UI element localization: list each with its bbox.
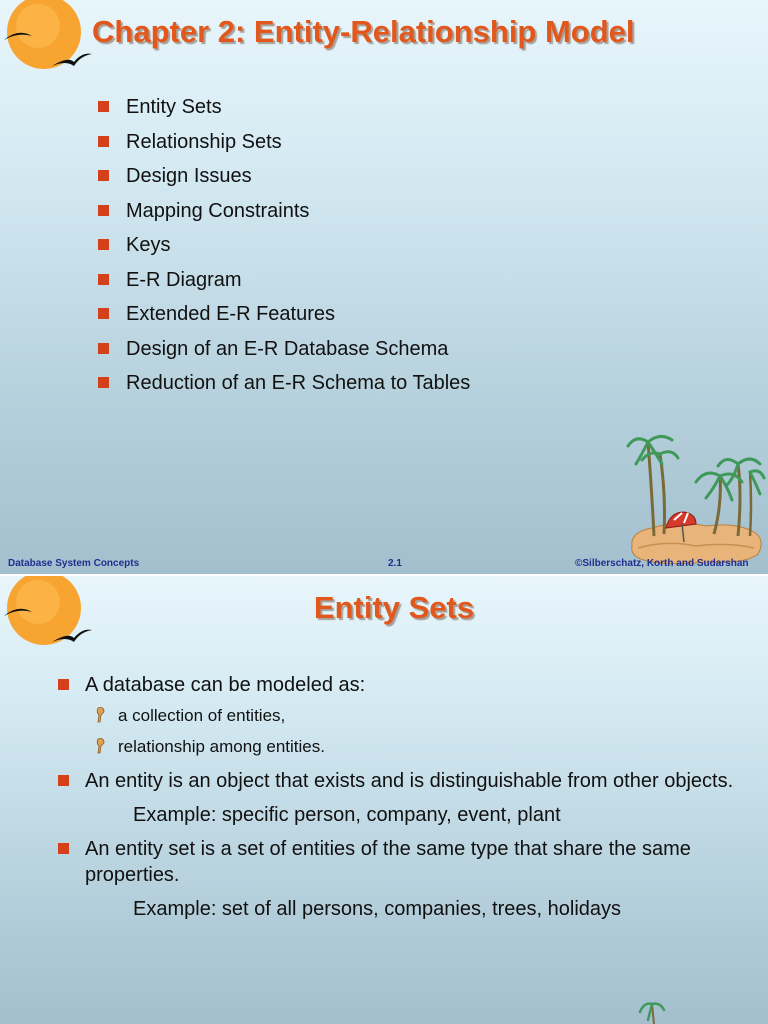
list-item: Design of an E-R Database Schema [98,336,470,371]
list-item: A database can be modeled as: [58,672,748,698]
sun-bird-logo-icon [0,0,100,72]
pointer-bullet-icon [94,706,108,724]
list-item: Entity Sets [98,94,470,129]
square-bullet-icon [98,377,109,388]
list-item: An entity is an object that exists and is distinguishable from other objects. [58,768,748,794]
list-item: Mapping Constraints [98,198,470,233]
pointer-bullet-icon [94,737,108,755]
square-bullet-icon [58,679,69,690]
footer-copyright: ©Silberschatz, Korth and Sudarshan [575,558,749,569]
list-item: E-R Diagram [98,267,470,302]
slide-body [58,672,748,922]
square-bullet-icon [98,136,109,147]
slide-2 [0,576,768,1024]
square-bullet-icon [98,274,109,285]
footer-page-number: 2.1 [388,558,402,569]
list-item: Extended E-R Features [98,301,470,336]
slide-title: Entity Sets [313,590,475,625]
list-item: Reduction of an E-R Schema to Tables [98,370,470,405]
palm-island-icon [626,424,766,568]
example-text: Example: specific person, company, event, plant [133,804,561,826]
slide-title: Chapter 2: Entity-Relationship Model [92,14,635,49]
topic-list [98,94,470,405]
footer-course: Database System Concepts [8,558,140,569]
square-bullet-icon [98,170,109,181]
square-bullet-icon [98,205,109,216]
list-item: Relationship Sets [98,129,470,164]
square-bullet-icon [98,239,109,250]
sub-list-item: a collection of entities, [58,704,748,728]
sub-list-item: relationship among entities. [58,735,748,759]
palm-island-icon [638,1000,668,1024]
square-bullet-icon [98,101,109,112]
square-bullet-icon [98,308,109,319]
example-text: Example: set of all persons, companies, trees, holidays [133,898,622,920]
square-bullet-icon [58,843,69,854]
list-item: Keys [98,232,470,267]
square-bullet-icon [58,775,69,786]
list-item: An entity set is a set of entities of the same type that share the same properties. [58,836,748,888]
list-item: Design Issues [98,163,470,198]
square-bullet-icon [98,343,109,354]
